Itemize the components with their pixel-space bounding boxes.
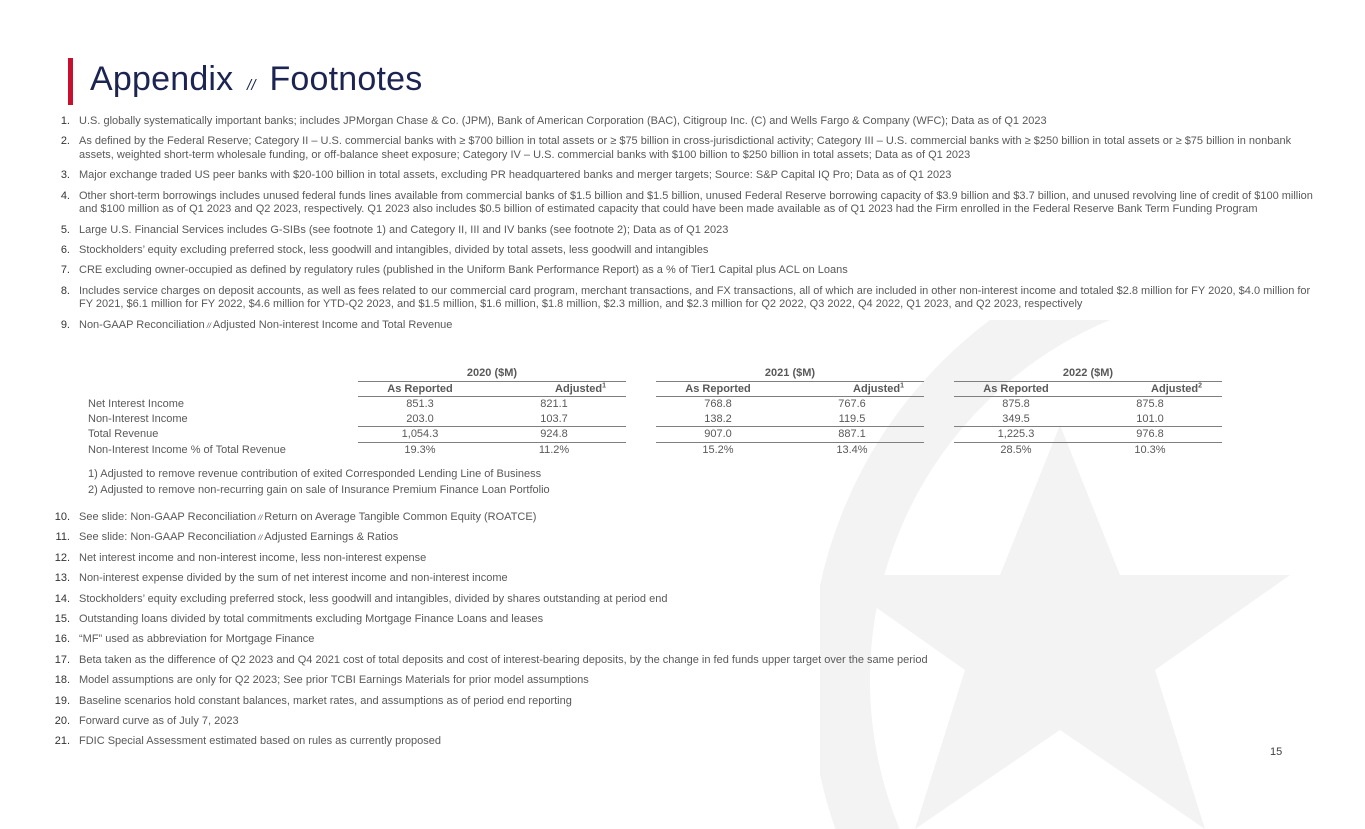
title-separator: // [247, 77, 256, 94]
footnote-item: 10. See slide: Non-GAAP Reconciliation // Return on Average Tangible Common Equity (ROATCE) [54, 511, 537, 524]
title-main: Appendix [90, 60, 234, 98]
footnote-item: 3. Major exchange traded US peer banks with $20-100 billion in total assets, excluding PR headquartered banks and merger targets; Source: S&P Capital IQ Pro; Data as of Q1 2023 [60, 169, 952, 182]
table-row: Total Revenue 1,054.3 924.8 907.0 887.1 1,225.3 976.8 [88, 427, 1222, 443]
page-number: 15 [1270, 746, 1283, 758]
col-as-reported: As Reported [954, 381, 1078, 397]
footnote-item: 9. Non-GAAP Reconciliation // Adjusted Non-interest Income and Total Revenue [60, 318, 453, 331]
group-header-2021: 2021 ($M) [656, 366, 924, 381]
footnote-item: 7. CRE excluding owner-occupied as defined by regulatory rules (published in the Uniform Bank Performance Report) as a % of Tier1 Capital plus ACL on Loans [60, 264, 848, 277]
table-row: Non-Interest Income % of Total Revenue 19.3% 11.2% 15.2% 13.4% 28.5% 10.3% [88, 443, 1166, 456]
page-title [90, 60, 422, 99]
footnote-item: 16. “MF” used as abbreviation for Mortgage Finance [54, 633, 315, 646]
non-gaap-reconciliation-table [88, 366, 1222, 458]
table-column-header-row [88, 381, 1222, 397]
title-accent-bar [68, 58, 73, 105]
col-adjusted: Adjusted$^1$ [482, 381, 626, 397]
group-header-2022: 2022 ($M) [954, 366, 1222, 381]
recon-note: 1) Adjusted to remove revenue contribution of exited Corresponded Lending Line of Business [88, 468, 542, 480]
footnote-item: 13. Non-interest expense divided by the sum of net interest income and non-interest income [54, 572, 508, 585]
footnote-item: 21. FDIC Special Assessment estimated based on rules as currently proposed [54, 735, 441, 748]
footnote-item: 19. Baseline scenarios hold constant balances, market rates, and assumptions as of period end reporting [54, 694, 572, 707]
footnote-item: 15. Outstanding loans divided by total commitments excluding Mortgage Finance Loans and leases [54, 612, 544, 625]
col-adjusted: Adjusted$^2$ [1078, 381, 1222, 397]
reconciliation-notes [88, 467, 550, 498]
footnote-item: 6. Stockholders’ equity excluding preferred stock, less goodwill and intangibles, divided by total assets, less goodwill and intangibles [60, 243, 709, 256]
col-as-reported: As Reported [358, 381, 482, 397]
footnote-item: 17. Beta taken as the difference of Q2 2023 and Q4 2021 cost of total deposits and cost of interest-bearing deposits, by the change in fed funds upper target over the same period [54, 653, 928, 666]
footnote-item: 2. As defined by the Federal Reserve; Category II – U.S. commercial banks with ≥ $700 billion in total assets or ≥ $75 billion in cross-jurisdictional activity; Category III – U.S. commercial banks with ≥ $250 billion in total assets or ≥ $75 billion in nonbank assets, weighted short-term wholesale funding, or off-balance sheet exposure; Category IV – U.S. commercial banks with $100 billion to $250 billion in total assets; Data as of Q1 2023 [60, 135, 1292, 161]
footnote-item: 5. Large U.S. Financial Services includes G-SIBs (see footnote 1) and Category II, III and IV banks (see footnote 2); Data as of Q1 2023 [60, 223, 729, 236]
footnote-item: 4. Other short-term borrowings includes unused federal funds lines available from commercial banks of $1.5 billion and $1.5 billion, unused Federal Reserve borrowing capacity of $3.9 billion and $3.7 billion, and unused revolving line of credit of $100 million and $100 million as of Q1 2023 and Q2 2023, respectively. Q1 2023 also includes $0.5 billion of estimated capacity that could have been made available as of Q1 2023 had the Firm enrolled in the Federal Reserve Bank Term Funding Program [60, 189, 1313, 216]
title-sub: Footnotes [269, 60, 423, 98]
col-adjusted: Adjusted$^1$ [780, 381, 924, 397]
footnote-item: 18. Model assumptions are only for Q2 2023; See prior TCBI Earnings Materials for prior model assumptions [54, 674, 589, 687]
footnote-item: 20. Forward curve as of July 7, 2023 [54, 714, 239, 727]
group-header-2020: 2020 ($M) [358, 366, 626, 381]
col-as-reported: As Reported [656, 381, 780, 397]
footnote-item: 11. See slide: Non-GAAP Reconciliation // Adjusted Earnings & Ratios [55, 531, 399, 544]
footnote-item: 12. Net interest income and non-interest income, less non-interest expense [54, 551, 427, 564]
table-row: Non-Interest Income 203.0 103.7 138.2 119.5 349.5 101.0 [88, 412, 1222, 427]
footnote-item: 1. U.S. globally systematically important banks; includes JPMorgan Chase & Co. (JPM), Bank of American Corporation (BAC), Citigroup Inc. (C) and Wells Fargo & Company (WFC); Data as of Q1 2023 [60, 115, 1047, 127]
table-group-header-row [88, 366, 1222, 381]
recon-note: 2) Adjusted to remove non-recurring gain on sale of Insurance Premium Finance Loan Portfolio [88, 483, 550, 496]
footnote-item: 8. Includes service charges on deposit accounts, as well as fees related to our commercial card program, merchant transactions, and FX transactions, all of which are included in other non-interest income and totaled $2.8 million for FY 2020, $4.0 million for FY 2021, $6.1 million for FY 2022, $4.6 million for YTD-Q2 2023, and $1.5 million, $1.6 million, $1.8 million, $2.3 million, and $2.3 million for Q2 2022, Q3 2022, Q4 2022, Q1 2023, and Q2 2023, respectively [60, 284, 1311, 311]
table-row: Net Interest Income 851.3 821.1 768.8 767.6 875.8 875.8 [88, 397, 1164, 411]
footnote-item: 14. Stockholders’ equity excluding preferred stock, less goodwill and intangibles, divided by shares outstanding at period end [54, 592, 668, 605]
